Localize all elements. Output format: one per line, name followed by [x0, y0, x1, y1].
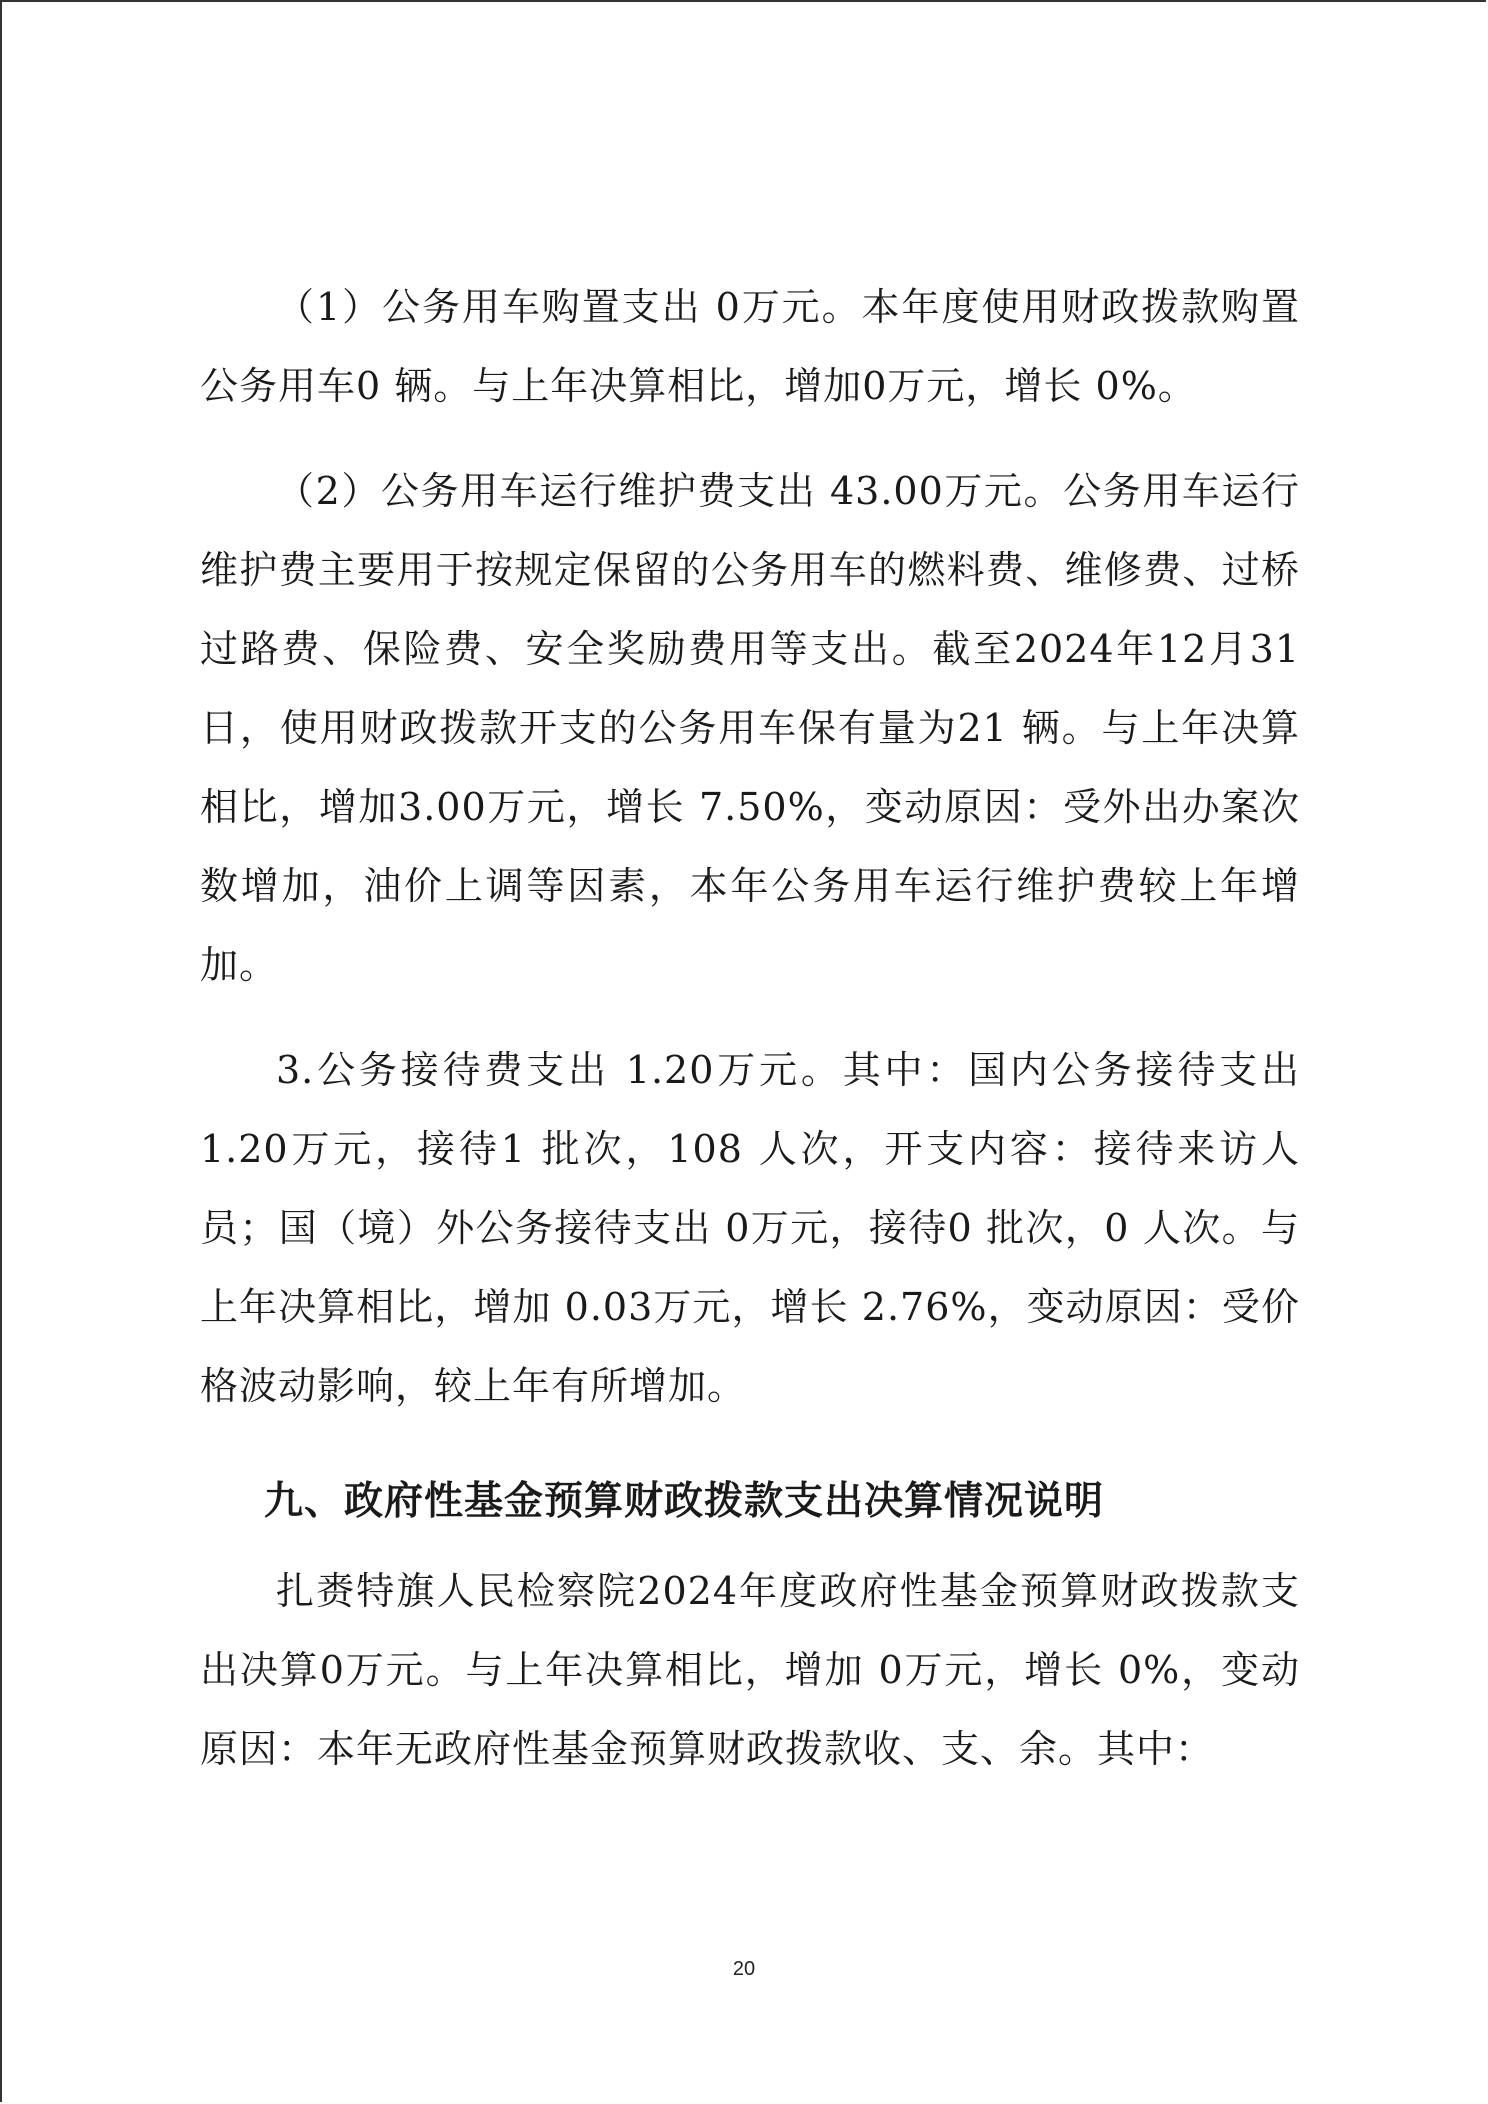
page-number: 20 — [732, 1958, 756, 1980]
document-body — [200, 268, 1300, 1789]
paragraph-government-fund: 扎赉特旗人民检察院2024年度政府性基金预算财政拨款支出决算0万元。与上年决算相比，增加 0万元，增长 0%，变动原因：本年无政府性基金预算财政拨款收、支、余。其中： — [200, 1569, 1300, 1771]
section-heading: 九、政府性基金预算财政拨款支出决算情况说明 — [264, 1479, 1105, 1524]
paragraph-reception-expense: 3.公务接待费支出 1.20万元。其中：国内公务接待支出1.20万元，接待1 批次，108 人次，开支内容：接待来访人员；国（境）外公务接待支出 0万元，接待0 批次，0 人次。与上年决算相比，增加 0.03万元，增长 2.76%，变动原因：受价格波动影响，较上年有所增加。 — [200, 1048, 1300, 1408]
paragraph-vehicle-maintenance: （2）公务用车运行维护费支出 43.00万元。公务用车运行维护费主要用于按规定保留的公务用车的燃料费、维修费、过桥过路费、保险费、安全奖励费用等支出。截至2024年12月31日，使用财政拨款开支的公务用车保有量为21 辆。与上年决算相比，增加3.00万元，增长 7.50%，变动原因：受外出办案次数增加，油价上调等因素，本年公务用车运行维护费较上年增加。 — [200, 469, 1300, 987]
paragraph-vehicle-purchase: （1）公务用车购置支出 0万元。本年度使用财政拨款购置公务用车0 辆。与上年决算相比，增加0万元，增长 0%。 — [200, 285, 1300, 408]
